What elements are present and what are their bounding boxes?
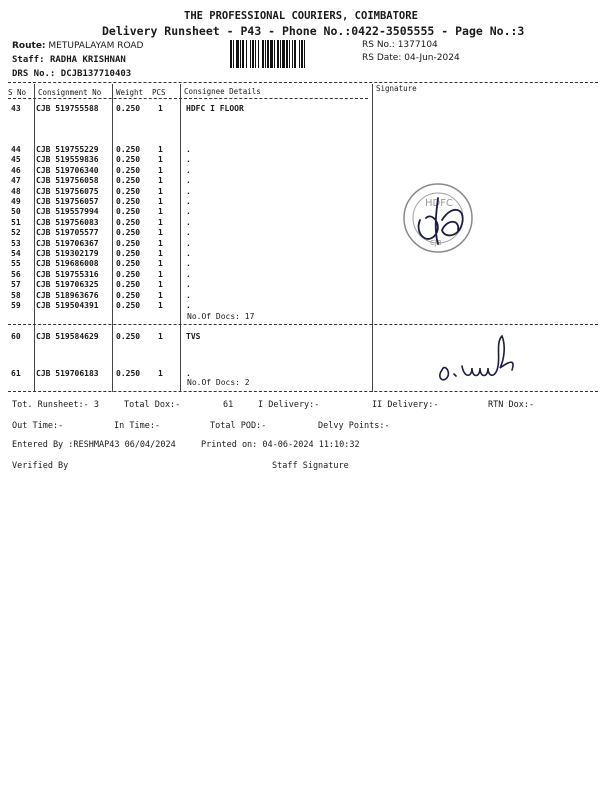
stamp-sub: CJB <box>430 239 442 247</box>
tot-runsheet: Tot. Runsheet:- 3 <box>12 400 99 410</box>
header-bottom-rule <box>8 98 368 99</box>
staff-line <box>12 55 126 65</box>
cell-sno: 59 <box>11 301 21 310</box>
cell-sno: 55 <box>11 259 21 269</box>
cell-consignee: . <box>186 186 191 196</box>
cell-sno: 45 <box>11 155 21 165</box>
cell-consignee: . <box>186 238 191 248</box>
cell-consignment: CJB 519705577 <box>36 228 99 238</box>
cell-consignee: . <box>186 280 191 290</box>
rs-date-value: 04-Jun-2024 <box>404 53 460 63</box>
cell-sno: 47 <box>11 176 21 186</box>
cell-pcs: 1 <box>158 104 163 113</box>
staff-signature: Staff Signature <box>272 461 349 471</box>
cell-weight: 0.250 <box>116 269 141 279</box>
cell-pcs: 1 <box>158 207 163 217</box>
table-row <box>0 155 600 165</box>
col-signature-header: Signature <box>376 84 417 93</box>
table-row <box>0 259 600 269</box>
staff-label: Staff: <box>12 55 45 65</box>
cell-consignee: . <box>186 165 191 175</box>
cell-consignee: . <box>186 301 191 310</box>
cell-sno: 61 <box>11 369 21 378</box>
cell-weight: 0.250 <box>116 104 141 113</box>
route-value: METUPALAYAM ROAD <box>48 41 144 51</box>
cell-pcs: 1 <box>158 301 163 310</box>
cell-pcs: 1 <box>158 217 163 227</box>
cell-sno: 53 <box>11 238 21 248</box>
runsheet-barcode <box>230 40 355 68</box>
total-pod: Total POD:- <box>210 421 267 431</box>
group2-docs-count: No.Of Docs: 2 <box>187 378 250 387</box>
table-row <box>0 176 600 186</box>
rtn-dox: RTN Dox:- <box>488 400 535 410</box>
cell-pcs: 1 <box>158 165 163 175</box>
cell-consignee: . <box>186 217 191 227</box>
stamp-text: HDFC <box>425 198 453 209</box>
printed-on: Printed on: 04-06-2024 11:10:32 <box>201 440 360 450</box>
out-time: Out Time:- <box>12 421 64 431</box>
cell-sno: 58 <box>11 290 21 300</box>
cell-weight: 0.250 <box>116 186 141 196</box>
cell-pcs: 1 <box>158 269 163 279</box>
cell-sno: 60 <box>11 332 21 341</box>
cell-consignee: . <box>186 207 191 217</box>
staff-value: RADHA KRISHNAN <box>49 55 126 65</box>
table-row <box>0 145 600 155</box>
cell-pcs: 1 <box>158 197 163 206</box>
cell-consignment: CJB 519706325 <box>36 280 99 290</box>
cell-consignment: CJB 519756058 <box>36 176 99 186</box>
cell-weight: 0.250 <box>116 165 141 175</box>
total-dox-label: Total Dox:- <box>124 400 181 410</box>
cell-consignee: TVS <box>186 332 201 341</box>
rs-no-label: RS No.: <box>362 40 395 50</box>
table-top-rule <box>8 82 598 83</box>
rs-date-line <box>362 53 460 63</box>
cell-sno: 46 <box>11 165 21 175</box>
cell-consignee: . <box>186 176 191 186</box>
table-row <box>0 249 600 259</box>
cell-consignment: CJB 519557994 <box>36 207 99 217</box>
table-row <box>0 104 600 114</box>
cell-pcs: 1 <box>158 186 163 196</box>
ii-delivery: II Delivery:- <box>372 400 439 410</box>
cell-sno: 57 <box>11 280 21 290</box>
cell-consignee: . <box>186 155 191 165</box>
cell-sno: 43 <box>11 104 21 113</box>
group1-bottom-rule <box>8 324 598 325</box>
cell-sno: 49 <box>11 197 21 206</box>
group2-bottom-rule <box>8 391 598 392</box>
cell-consignment: CJB 519504391 <box>36 301 99 310</box>
cell-weight: 0.250 <box>116 238 141 248</box>
route-label: Route: <box>12 41 46 51</box>
i-delivery: I Delivery:- <box>258 400 320 410</box>
cell-consignment: CJB 519706367 <box>36 238 99 248</box>
cell-consignee: . <box>186 290 191 300</box>
cell-consignee: . <box>186 249 191 258</box>
cell-consignment: CJB 519302179 <box>36 249 99 258</box>
table-row <box>0 291 600 301</box>
recipient-signature-2 <box>432 326 528 386</box>
cell-consignment: CJB 519706340 <box>36 165 99 175</box>
col-consignment-header: Consignment No <box>38 88 102 97</box>
col-sno-header: S No <box>8 88 27 97</box>
col-consignee-header: Consignee Details <box>184 87 261 96</box>
drs-line <box>12 69 131 79</box>
table-row <box>0 270 600 280</box>
drs-value: DCJB137710403 <box>60 69 132 79</box>
cell-weight: 0.250 <box>116 145 141 154</box>
table-row <box>0 218 600 228</box>
cell-pcs: 1 <box>158 145 163 154</box>
table-row <box>0 280 600 290</box>
cell-consignment: CJB 519755229 <box>36 145 99 154</box>
cell-sno: 51 <box>11 217 21 227</box>
entered-by: Entered By :RESHMAP43 06/04/2024 <box>12 440 176 450</box>
route-line <box>12 41 143 51</box>
in-time: In Time:- <box>114 421 161 431</box>
cell-weight: 0.250 <box>116 301 141 310</box>
cell-consignee: . <box>186 269 191 279</box>
cell-consignment: CJB 518963676 <box>36 290 99 300</box>
cell-weight: 0.250 <box>116 197 141 206</box>
table-row <box>0 301 600 311</box>
table-row <box>0 197 600 207</box>
cell-consignee: . <box>186 197 191 206</box>
cell-pcs: 1 <box>158 228 163 238</box>
cell-sno: 50 <box>11 207 21 217</box>
col-weight-header: Weight <box>116 88 144 97</box>
cell-consignee: . <box>186 259 191 269</box>
cell-consignee: HDFC I FLOOR <box>186 104 244 113</box>
table-row <box>0 239 600 249</box>
cell-consignment: CJB 519584629 <box>36 332 99 341</box>
cell-pcs: 1 <box>158 332 163 341</box>
rs-date-label: RS Date: <box>362 53 402 63</box>
cell-weight: 0.250 <box>116 155 141 165</box>
cell-consignee: . <box>186 369 191 378</box>
table-row <box>0 166 600 176</box>
cell-pcs: 1 <box>158 280 163 290</box>
cell-consignment: CJB 519756083 <box>36 217 99 227</box>
cell-weight: 0.250 <box>116 249 141 258</box>
table-row <box>0 228 600 238</box>
total-dox-value: 61 <box>223 400 234 410</box>
col-pcs-header: PCS <box>152 88 166 97</box>
recipient-signature-1 <box>412 190 482 250</box>
cell-sno: 52 <box>11 228 21 238</box>
cell-pcs: 1 <box>158 290 163 300</box>
cell-sno: 44 <box>11 145 21 154</box>
group1-docs-count: No.Of Docs: 17 <box>187 312 255 321</box>
cell-weight: 0.250 <box>116 176 141 186</box>
cell-weight: 0.250 <box>116 332 141 341</box>
cell-pcs: 1 <box>158 259 163 269</box>
cell-weight: 0.250 <box>116 217 141 227</box>
cell-consignment: CJB 519559836 <box>36 155 99 165</box>
cell-sno: 56 <box>11 269 21 279</box>
company-title: THE PROFESSIONAL COURIERS, COIMBATORE <box>184 10 418 22</box>
cell-pcs: 1 <box>158 176 163 186</box>
table-row <box>0 207 600 217</box>
cell-weight: 0.250 <box>116 207 141 217</box>
runsheet-title: Delivery Runsheet - P43 - Phone No.:0422-3505555 - Page No.:3 <box>102 24 525 38</box>
drs-label: DRS No.: <box>12 69 56 79</box>
cell-sno: 54 <box>11 249 21 258</box>
cell-weight: 0.250 <box>116 228 141 238</box>
cell-consignment: CJB 519756057 <box>36 197 99 206</box>
verified-by: Verified By <box>12 461 69 471</box>
cell-weight: 0.250 <box>116 290 141 300</box>
cell-consignee: . <box>186 228 191 238</box>
cell-consignment: CJB 519706183 <box>36 369 99 378</box>
cell-consignment: CJB 519686008 <box>36 259 99 269</box>
cell-consignment: CJB 519755316 <box>36 269 99 279</box>
rs-no-value: 1377104 <box>397 40 438 50</box>
table-row <box>0 187 600 197</box>
cell-pcs: 1 <box>158 369 163 378</box>
cell-weight: 0.250 <box>116 259 141 269</box>
rs-no-line <box>362 40 438 50</box>
cell-consignment: CJB 519756075 <box>36 186 99 196</box>
cell-sno: 48 <box>11 186 21 196</box>
cell-pcs: 1 <box>158 249 163 258</box>
cell-consignee: . <box>186 145 191 154</box>
cell-weight: 0.250 <box>116 280 141 290</box>
cell-consignment: CJB 519755588 <box>36 104 99 113</box>
delvy-points: Delvy Points:- <box>318 421 390 431</box>
cell-pcs: 1 <box>158 238 163 248</box>
cell-pcs: 1 <box>158 155 163 165</box>
cell-weight: 0.250 <box>116 369 141 378</box>
